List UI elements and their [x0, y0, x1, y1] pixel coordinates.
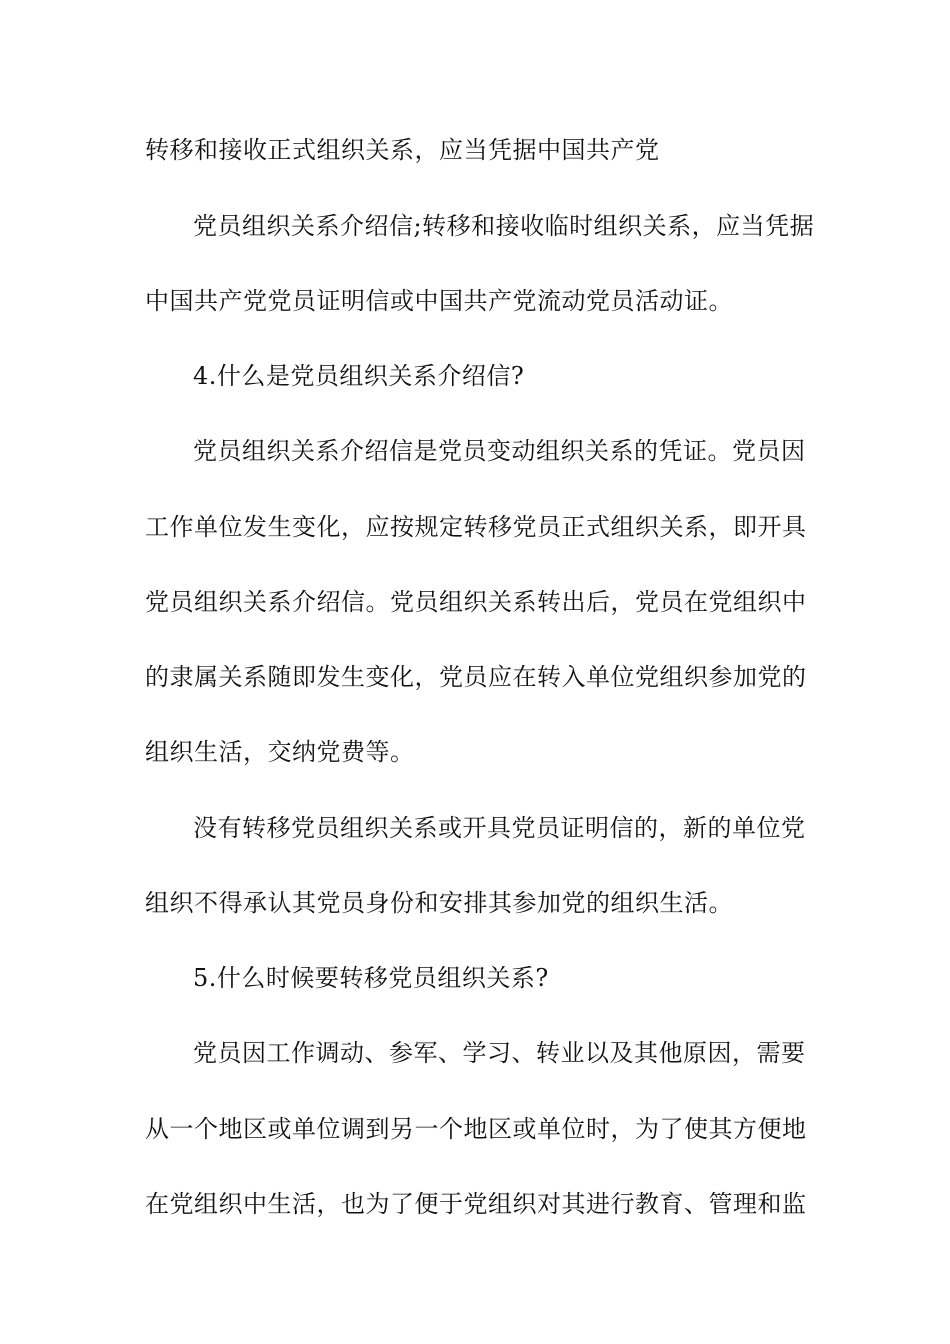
text-line: 中国共产党党员证明信或中国共产党流动党员活动证。	[145, 287, 733, 315]
paragraph-start-line: 没有转移党员组织关系或开具党员证明信的，新的单位党	[193, 814, 806, 842]
paragraph-start-line: 党员因工作调动、参军、学习、转业以及其他原因，需要	[193, 1039, 806, 1067]
text-line: 党员组织关系介绍信。党员组织关系转出后，党员在党组织中	[145, 588, 807, 616]
paragraph-start-line: 党员组织关系介绍信是党员变动组织关系的凭证。党员因	[193, 437, 806, 465]
text-line: 在党组织中生活，也为了便于党组织对其进行教育、管理和监	[145, 1190, 807, 1218]
text-line: 组织不得承认其党员身份和安排其参加党的组织生活。	[145, 889, 733, 917]
text-line: 工作单位发生变化，应按规定转移党员正式组织关系，即开具	[145, 513, 807, 541]
text-line: 转移和接收正式组织关系，应当凭据中国共产党	[145, 136, 660, 164]
text-line: 从一个地区或单位调到另一个地区或单位时，为了使其方便地	[145, 1115, 807, 1143]
text-line: 组织生活，交纳党费等。	[145, 738, 415, 766]
section-heading: 4.什么是党员组织关系介绍信?	[193, 362, 525, 390]
paragraph-start-line: 党员组织关系介绍信;转移和接收临时组织关系，应当凭据	[193, 212, 815, 240]
text-line: 的隶属关系随即发生变化，党员应在转入单位党组织参加党的	[145, 663, 807, 691]
section-heading: 5.什么时候要转移党员组织关系?	[193, 964, 549, 992]
